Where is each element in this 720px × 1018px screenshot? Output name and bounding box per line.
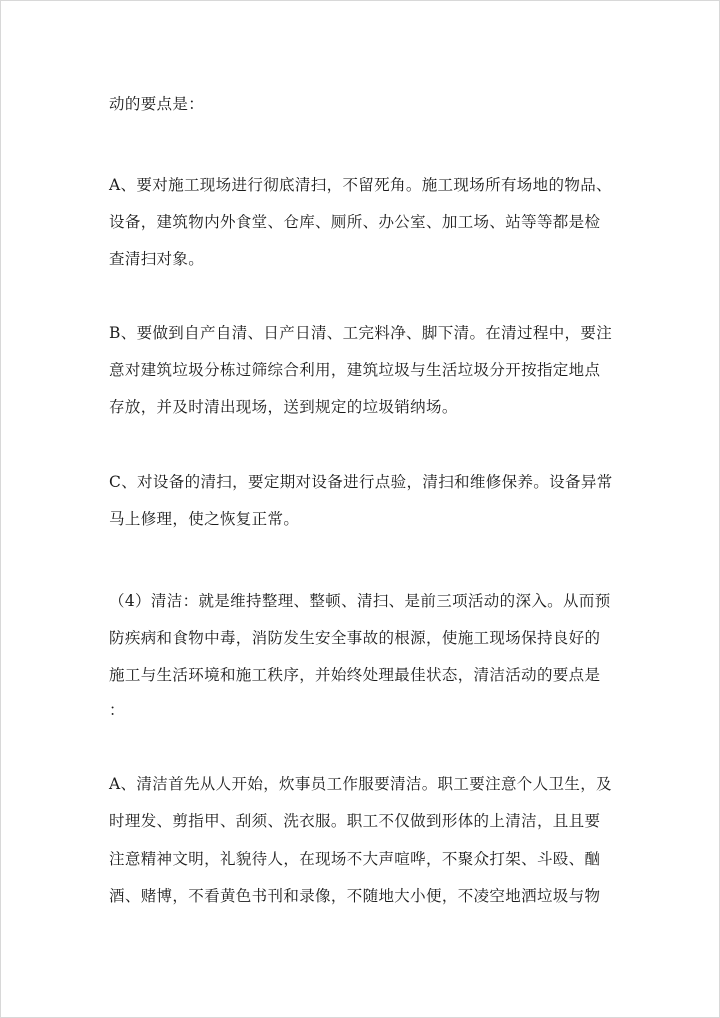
text-line: A、清洁首先从人开始，炊事员工作服要清洁。职工要注意个人卫生，及 [109,775,612,793]
text-line: 防疾病和食物中毒，消防发生安全事故的根源，使施工现场保持良好的 [109,629,601,647]
text-line: 意对建筑垃圾分栋过筛综合利用，建筑垃圾与生活垃圾分开按指定地点 [109,361,601,379]
text-line: （4）清洁：就是维持整理、整顿、清扫、是前三项活动的深入。从而预 [109,592,611,610]
text-line: ： [109,701,125,719]
text-line: C、对设备的清扫，要定期对设备进行点验，清扫和维修保养。设备异常 [109,473,613,491]
text-line: 存放，并及时清出现场，送到规定的垃圾销纳场。 [109,398,458,416]
text-line: 动的要点是： [109,95,205,113]
text-line: 注意精神文明，礼貌待人，在现场不大声喧哗，不聚众打架、斗殴、酗 [109,850,601,868]
text-line: 时理发、剪指甲、刮须、洗衣服。职工不仅做到形体的上清洁，且且要 [109,812,601,830]
text-line: 施工与生活环境和施工秩序，并始终处理最佳状态，清洁活动的要点是 [109,666,601,684]
text-line: B、要做到自产自清、日产日清、工完料净、脚下清。在清过程中，要注 [109,324,613,342]
text-line: 设备，建筑物内外食堂、仓库、厕所、办公室、加工场、站等等都是检 [109,213,601,231]
text-line: 酒、赌博，不看黄色书刊和录像，不随地大小便，不凌空地洒垃圾与物 [109,887,601,905]
text-line: A、要对施工现场进行彻底清扫，不留死角。施工现场所有场地的物品、 [109,176,612,194]
text-line: 查清扫对象。 [109,250,205,268]
text-line: 马上修理，使之恢复正常。 [109,510,300,528]
